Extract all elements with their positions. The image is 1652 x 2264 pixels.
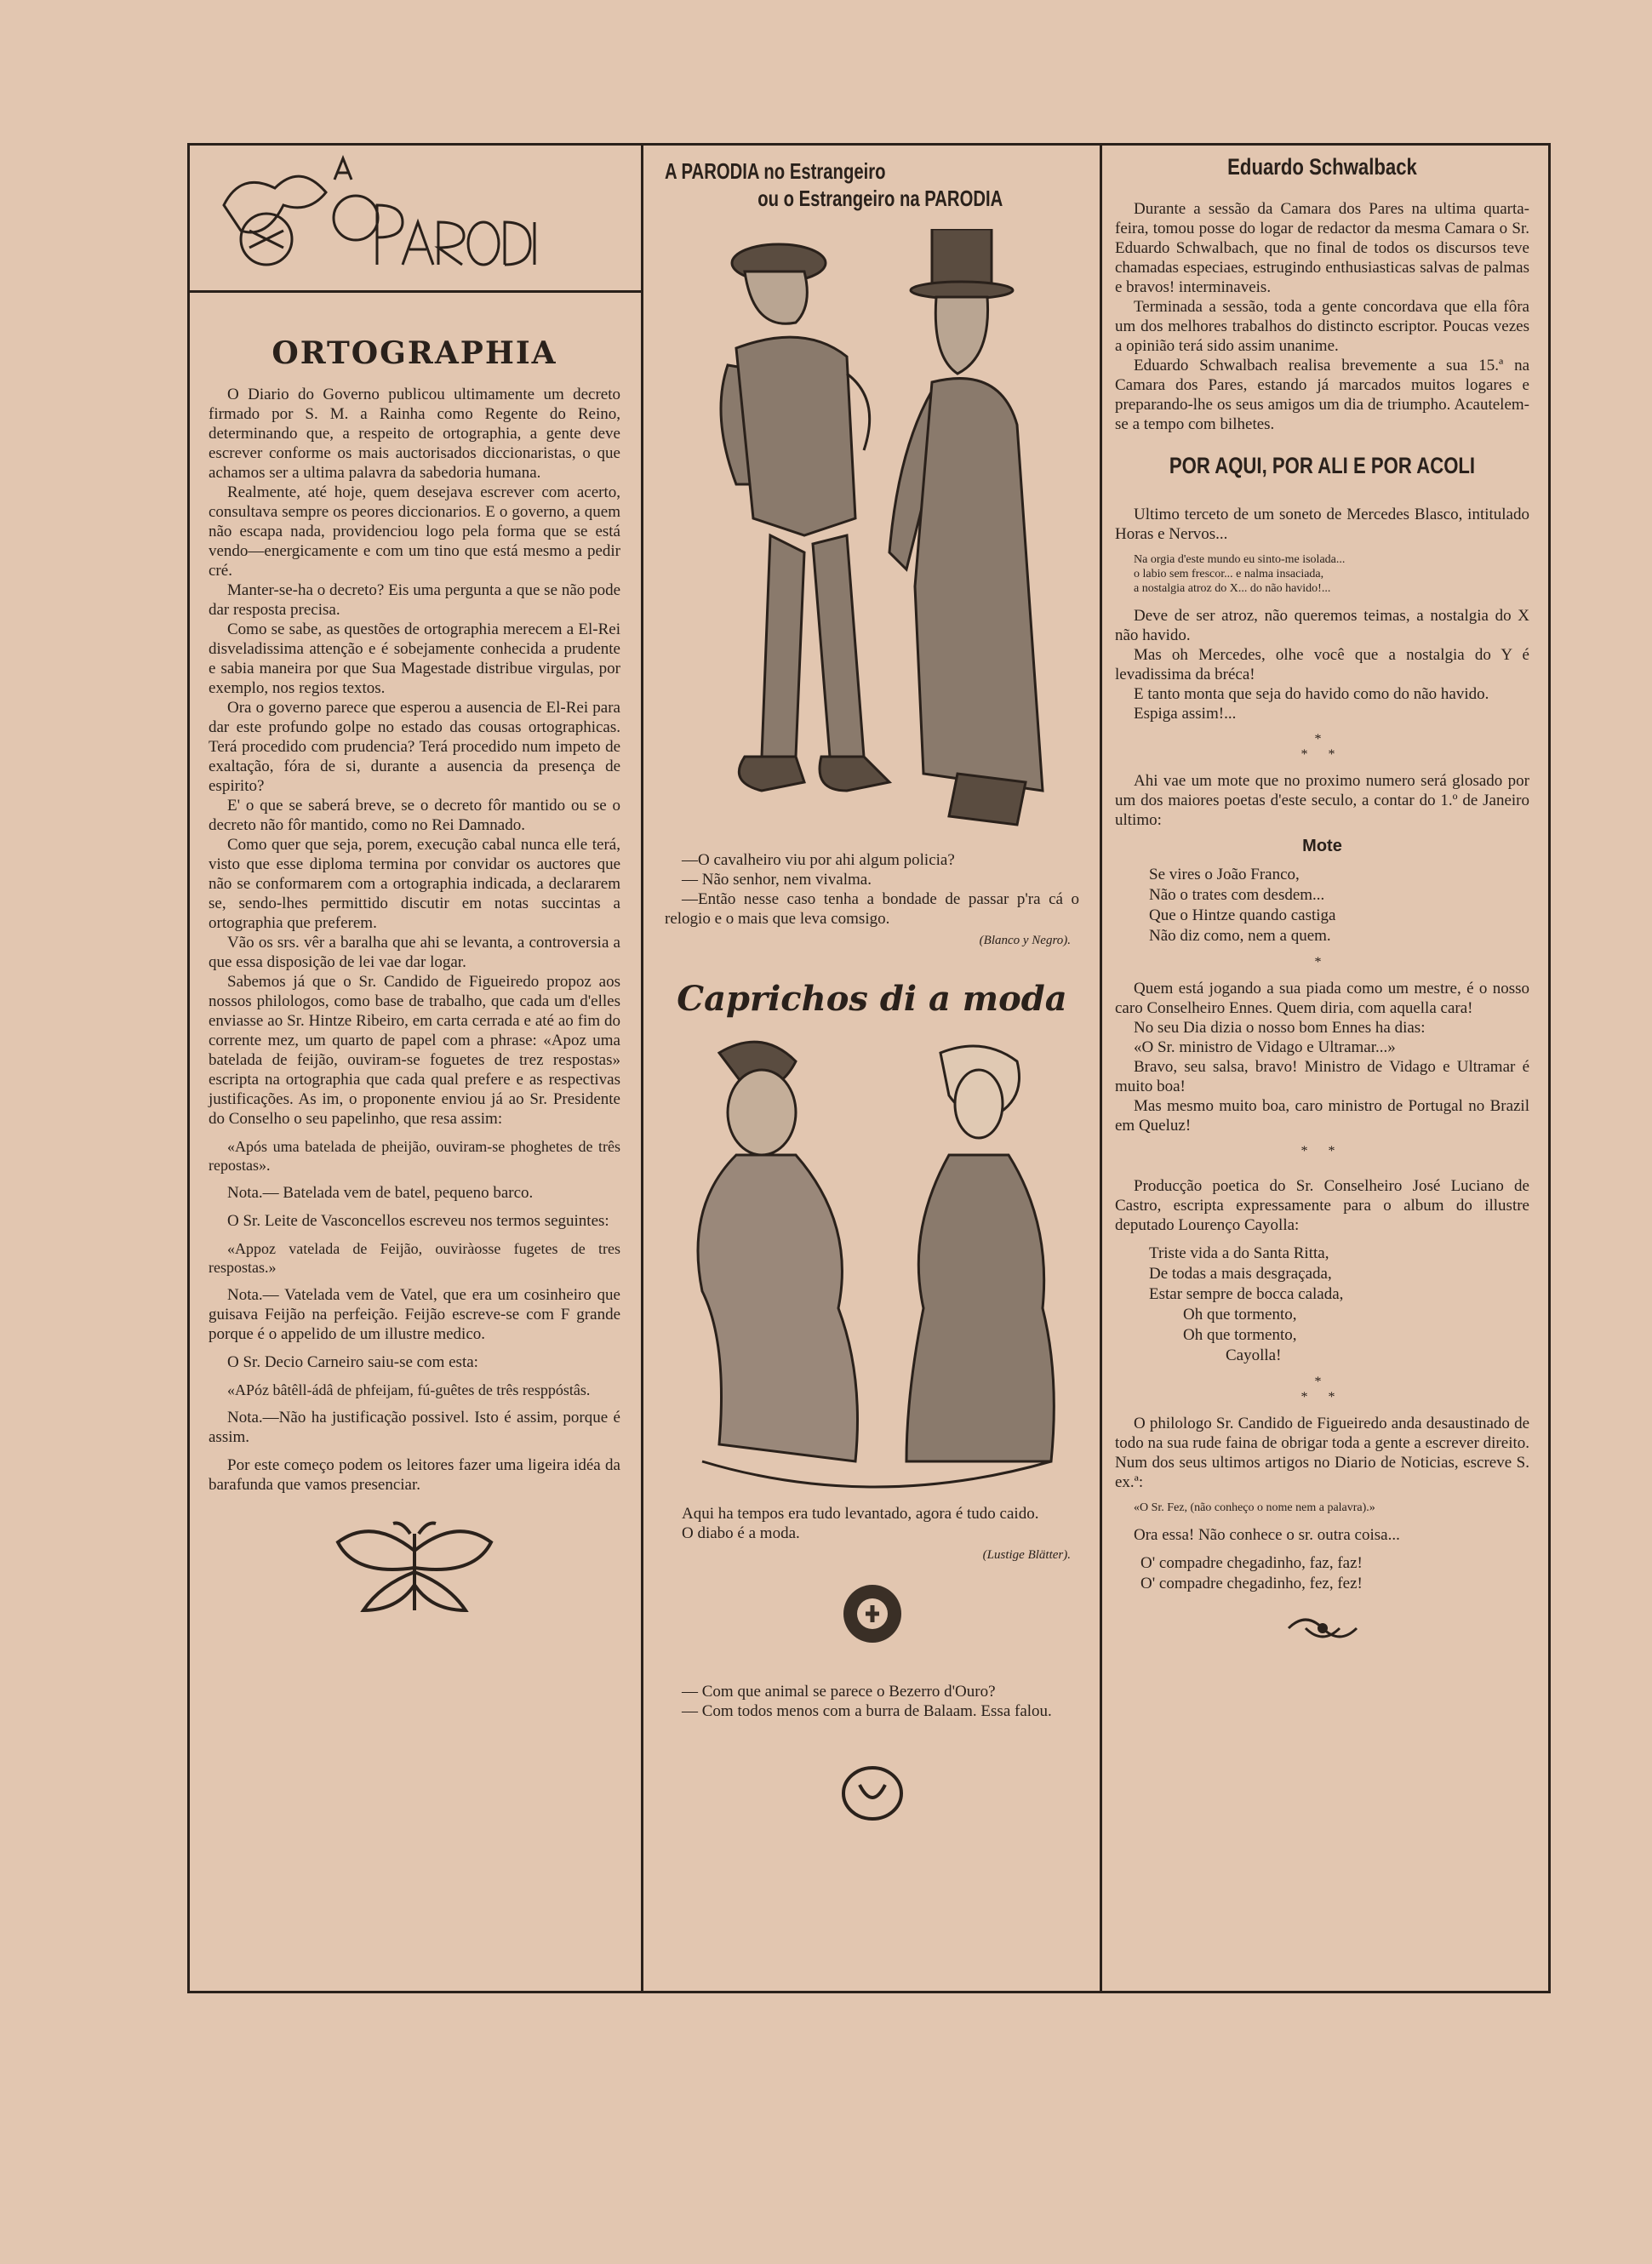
paragraph: Como se sabe, as questões de ortographia merecem a El-Rei disveladissima attenção e é sobejamente conhecida a prudente e sabia maneira por que Sua Magestade distribue virgulas, por exemplo, nos regios textos. [209, 620, 620, 697]
verse-line: Triste vida a do Santa Ritta, [1149, 1244, 1329, 1262]
cartoon-fashion-ladies [685, 1036, 1060, 1495]
section-title-estrangeiro [665, 157, 1003, 212]
paragraph: Espiga assim!... [1134, 705, 1237, 723]
paragraph: Quem está jogando a sua piada como um mestre, é o nosso caro Conselheiro Ennes. Quem diria, com aquella cara! [1115, 980, 1529, 1017]
verse-line: a nostalgia atroz do X... do não havido!... [1134, 582, 1331, 595]
cartoon-dialog [665, 850, 1079, 929]
verse-line: O' compadre chegadinho, fez, fez! [1140, 1575, 1363, 1592]
section-title-por-aqui: POR AQUI, POR ALI E POR ACOLI [1169, 453, 1476, 478]
masthead [190, 146, 641, 293]
ornament-icon [1280, 1611, 1365, 1645]
bezerro-dialog [665, 1682, 1079, 1721]
paragraph: Ultimo terceto de um soneto de Mercedes Blasco, intitulado Horas e Nervos... [1115, 506, 1529, 543]
quote: «APóz bâtêll-ádâ de phfeijam, fú-guêtes de três resppóstâs. [227, 1381, 591, 1398]
paragraph: Terminada a sessão, toda a gente concordava que ella fôra um dos melhores trabalhos do distincto escriptor. Poucas vezes a opinião terá sido assim unanime. [1115, 298, 1529, 355]
nota: Nota.— Vatelada vem de Vatel, que era um cosinheiro que guisava Feijão na perfeição. Feijão escreve-se com F grande porque é o appelido de um illustre medico. [209, 1286, 620, 1343]
mote-verse [1149, 865, 1529, 946]
paragraph: Mas mesmo muito boa, caro ministro de Portugal no Brazil em Queluz! [1115, 1097, 1529, 1135]
page-frame [187, 143, 1551, 1993]
asterism: * * * [1300, 732, 1344, 762]
column-estrangeiro [644, 146, 1100, 1991]
paragraph: «O Sr. ministro de Vidago e Ultramar...» [1134, 1038, 1396, 1056]
asterism: * [1314, 955, 1330, 969]
quote: «Após uma batelada de pheijão, ouviram-se phoghetes de três repostas». [209, 1138, 620, 1174]
quote-fez: «O Sr. Fez, (não conheço o nome nem a palavra).» [1134, 1501, 1375, 1514]
paragraph: Bravo, seu salsa, bravo! Ministro de Vidago e Ultramar é muito boa! [1115, 1058, 1529, 1095]
verse-line: Oh que tormento, [1183, 1306, 1297, 1324]
verse-line: Na orgia d'este mundo eu sinto-me isolada... [1134, 553, 1346, 566]
paragraph: Ahi vae um mote que no proximo numero será glosado por um dos maiores poetas d'este seculo, a contar do 1.º de Janeiro ultimo: [1115, 772, 1529, 829]
paragraph: E' o que se saberá breve, se o decreto fôr mantido ou se o decreto não fôr mantido, como no Rei Damnado. [209, 797, 620, 834]
paragraph: O Sr. Decio Carneiro saiu-se com esta: [227, 1353, 478, 1371]
caption-line: O diabo é a moda. [682, 1524, 800, 1542]
verse-line: De todas a mais desgraçada, [1149, 1265, 1332, 1283]
paragraph: Deve de ser atroz, não queremos teimas, a nostalgia do X não havido. [1115, 607, 1529, 644]
paragraph: Manter-se-ha o decreto? Eis uma pergunta a que se não pode dar resposta precisa. [209, 581, 620, 619]
paragraph: O philologo Sr. Candido de Figueiredo anda desaustinado de todo na sua rude faina de obrigar toda a gente a escrever direito. Num dos seus ultimos artigos no Diario de Noticias, escreve S. ex.ª: [1115, 1415, 1529, 1491]
nota: Nota.—Não ha justificação possivel. Isto é assim, porque é assim. [209, 1409, 620, 1446]
paragraph: Eduardo Schwalbach realisa brevemente a sua 15.ª na Camara dos Pares, estando já marcados muitos logares e preparando-lhe os seus amigos um dia de triumpho. Acautelem-se a tempo com bilhetes. [1115, 357, 1529, 433]
column-rule [1100, 146, 1102, 1991]
ortographia-body [209, 385, 620, 1129]
paragraph: Ora essa! Não conhece o sr. outra coisa... [1134, 1526, 1400, 1544]
dialog-line: — Com que animal se parece o Bezerro d'Ouro? [682, 1683, 996, 1701]
paragraph: Realmente, até hoje, quem desejava escrever com acerto, consultava sempre os peores diccionarios. E o governo, a quem não escapa nada, providenciou logo pela forma que se está vendo—energicamente e com um tino que está mesmo a pedir cré. [209, 483, 620, 580]
asterism: * * * [1300, 1375, 1344, 1404]
quote: «Appoz vatelada de Feijão, ouviràosse fugetes de tres respostas.» [209, 1240, 620, 1276]
paragraph: No seu Dia dizia o nosso bom Ennes ha dias: [1134, 1019, 1426, 1037]
dialog-line: — Com todos menos com a burra de Balaam. Essa falou. [682, 1702, 1052, 1720]
article-title-schwalback: Eduardo Schwalback [1227, 154, 1417, 180]
title-line: A PARODIA no Estrangeiro [665, 158, 886, 184]
paragraph: Mas oh Mercedes, olhe você que a nostalgia do Y é levadissima da bréca! [1115, 646, 1529, 683]
verse-line: Se vires o João Franco, [1149, 866, 1300, 883]
verse-line: Cayolla! [1226, 1346, 1282, 1364]
dialog-line: — Não senhor, nem vivalma. [682, 871, 872, 889]
butterfly-icon [329, 1517, 500, 1619]
verse-line: Estar sempre de bocca calada, [1149, 1285, 1344, 1303]
ornament-icon [838, 1764, 906, 1823]
paragraph: Durante a sessão da Camara dos Pares na ultima quarta-feira, tomou posse do logar de redactor da mesma Camara o Sr. Eduardo Schwalbach, que no final de todos os discursos teve chamadas especiaes, estrugindo enthusiasticas salvas de palmas e bravos! interminaveis. [1115, 200, 1529, 296]
paragraph: Ora o governo parece que esperou a ausencia de El-Rei para dar este profundo golpe no estado das cousas ortographicas. Terá procedido com prudencia? Terá procedido num impeto de exaltação, fóra de si, durante a ausencia da presença de espirito? [209, 699, 620, 795]
nota: Nota.— Batelada vem de batel, pequeno barco. [227, 1184, 534, 1202]
dialog-line: —Então nesse caso tenha a bondade de passar p'ra cá o relogio e o mais que leva comsigo. [665, 890, 1079, 928]
credit: (Blanco y Negro). [979, 934, 1071, 947]
verse-line: o labio sem frescor... e nalma insaciada, [1134, 568, 1324, 580]
poema [1149, 1243, 1529, 1366]
verse-line: Não o trates com desdem... [1149, 886, 1325, 904]
column-schwalback [1103, 146, 1548, 1991]
dialog-line: —O cavalheiro viu por ahi algum policia? [682, 851, 955, 869]
soneto [1134, 552, 1529, 596]
paragraph: E tanto monta que seja do havido como do não havido. [1134, 685, 1489, 703]
article-title-ortographia: ORTOGRAPHIA [272, 335, 557, 371]
caption-line: Aqui ha tempos era tudo levantado, agora é tudo caido. [682, 1505, 1039, 1523]
paragraph: Producção poetica do Sr. Conselheiro José Luciano de Castro, escripta expressamente para o album do illustre deputado Lourenço Cayolla: [1115, 1177, 1529, 1234]
column-rule [641, 146, 643, 1991]
paragraph: Vão os srs. vêr a baralha que ahi se levanta, a controversia a que essa disposição de lei vae dar logar. [209, 934, 620, 971]
credit: (Lustige Blätter). [982, 1548, 1071, 1562]
compadre-verse [1140, 1553, 1529, 1594]
section-title-caprichos: Caprichos di a moda [677, 979, 1067, 1019]
verse-line: Não diz como, nem a quem. [1149, 927, 1331, 945]
parodia-logo [207, 154, 547, 282]
caption-caprichos [665, 1504, 1079, 1543]
column-ortographia [190, 146, 641, 1991]
cartoon-two-men [677, 229, 1068, 842]
paragraph: Por este começo podem os leitores fazer uma ligeira idéa da barafunda que vamos presenciar. [209, 1456, 620, 1494]
verse-line: Oh que tormento, [1183, 1326, 1297, 1344]
verse-line: Que o Hintze quando castiga [1149, 906, 1336, 924]
paragraph: Como quer que seja, porem, execução cabal nunca elle terá, visto que esse diploma termina por convidar os auctores que não se conformarem com a ortographia indicada, a declararem se, sendo-lhes permittido discutir em notas succintas a ortographia que preferem. [209, 836, 620, 932]
title-line: ou o Estrangeiro na PARODIA [757, 186, 1003, 211]
paragraph: O Diario do Governo publicou ultimamente um decreto firmado por S. M. a Rainha como Regente do Reino, determinando que, a respeito de ortographia, a gente deve escrever conforme os mais auctorisados diccionaristas, o que achamos ser a ultima palavra da sabedoria humana. [209, 386, 620, 482]
asterism: * * [1300, 1144, 1344, 1158]
mote-title: Mote [1302, 837, 1342, 855]
parodia-seal-icon [838, 1580, 906, 1648]
verse-line: O' compadre chegadinho, faz, faz! [1140, 1554, 1363, 1572]
paragraph: O Sr. Leite de Vasconcellos escreveu nos termos seguintes: [227, 1212, 609, 1230]
paragraph: Sabemos já que o Sr. Candido de Figueiredo propoz aos nossos philologos, como base de trabalho, que cada um d'elles enviasse ao Sr. Hintze Ribeiro, em carta cerrada e até ao fim do corrente mez, um quarto de papel com a phrase: «Apoz uma batelada de feijão, ouviram-se foguetes de trez respostas» escripta na ortographia que cada qual prefere e as respectivas justificações. As im, o proponente enviou já ao Sr. Presidente do Conselho o seu papelinho, que resa assim: [209, 973, 620, 1128]
